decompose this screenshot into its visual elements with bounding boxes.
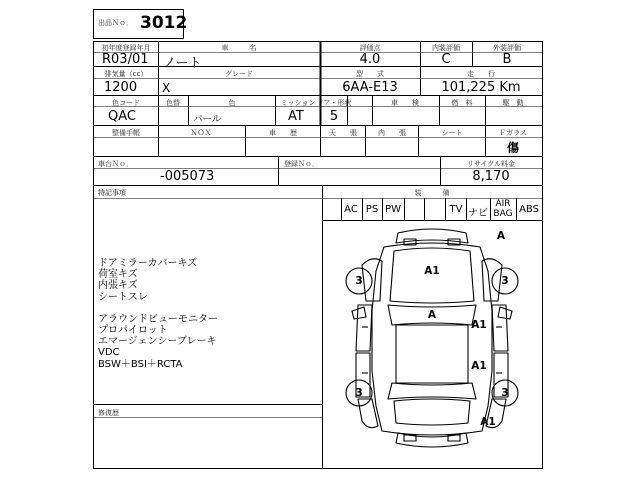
damage-mark-hood: A1 <box>424 265 440 277</box>
header-registration: 登録Ｎｏ． <box>284 160 319 168</box>
equip-ps: PS <box>365 204 379 215</box>
damage-mark-wheel-lf: 3 <box>355 275 363 287</box>
header-nox: ＮＯＸ <box>190 129 212 137</box>
header-ceiling: 天 張 <box>329 129 357 137</box>
doors-value: 5 <box>329 109 339 124</box>
header-notes: 特記事項 <box>98 189 126 197</box>
note-line: ドアミラーカバーキズ <box>98 258 198 269</box>
header-grade: グレード <box>225 70 253 78</box>
chassis-value: -005073 <box>160 169 215 184</box>
model-value: ノート <box>163 56 202 71</box>
note-line: BSW＋BSI＋RCTA <box>98 358 183 370</box>
car-damage-diagram <box>322 221 542 469</box>
header-color-code: 色コード <box>112 99 140 107</box>
header-history: 車 歴 <box>269 129 297 137</box>
damage-mark-roof: A <box>427 309 437 321</box>
type-value: 6AA-E13 <box>342 80 398 95</box>
header-year: 初年度登録年月 <box>101 44 151 52</box>
color-code-value: QAC <box>108 109 136 124</box>
equip-tv: TV <box>449 204 463 215</box>
note-line <box>98 303 218 314</box>
header-repair: 修復歴 <box>98 409 119 417</box>
header-interior: 内 張 <box>378 129 406 137</box>
note-line: 内張キズ <box>98 280 138 292</box>
header-color: 色 <box>228 99 236 107</box>
header-color-name: 色替 <box>166 99 180 107</box>
score-value: 4.0 <box>359 52 381 67</box>
damage-mark-wheel-rr: 3 <box>501 387 509 399</box>
glass-value: 傷 <box>506 141 520 155</box>
header-seat: シート <box>441 129 463 137</box>
header-inspection: 車 検 <box>391 99 419 107</box>
note-line: プロパイロット <box>98 325 168 337</box>
lot-label: 出品Ｎｏ． <box>98 19 133 27</box>
header-score: 評価点 <box>359 44 381 52</box>
equip-navi: ナビ <box>468 208 488 219</box>
equip-airbag: AIR BAG <box>493 199 513 219</box>
color-value: パール <box>193 114 222 125</box>
header-transmission: ミッション <box>280 99 316 107</box>
transmission-value: AT <box>288 109 304 124</box>
header-exterior-score: 外装評価 <box>493 44 521 52</box>
recycle-value: 8,170 <box>472 169 510 184</box>
header-drive: 駆 動 <box>502 99 524 107</box>
header-mileage: 走 行 <box>467 70 495 78</box>
note-line: エマージェンシーブレーキ <box>98 336 217 348</box>
damage-mark-front: A <box>496 230 506 242</box>
header-equipment: 装 備 <box>414 189 450 197</box>
mileage-value: 101,225 Km <box>441 80 521 95</box>
damage-mark-right-rear-door: A1 <box>471 360 487 372</box>
lot-number: 3012 <box>140 13 188 33</box>
note-line: シートスレ <box>98 291 148 303</box>
header-recycle: リサイクル料金 <box>466 160 516 168</box>
header-doors: ドア・形状 <box>316 99 352 107</box>
header-fuel: 燃 料 <box>451 99 473 107</box>
equip-pw: PW <box>385 204 401 215</box>
notes-list <box>98 258 218 370</box>
damage-mark-rear: A1 <box>480 416 496 428</box>
equip-abs: ABS <box>519 204 539 215</box>
damage-mark-wheel-lr: 3 <box>355 387 363 399</box>
header-interior-score: 内装評価 <box>432 44 460 52</box>
year-value: R03/01 <box>102 52 149 67</box>
header-manual: 整備手帳 <box>112 129 140 137</box>
damage-mark-wheel-rf: 3 <box>501 275 509 287</box>
header-displacement: 排気量（cc） <box>104 70 148 78</box>
damage-mark-right-front-door: A1 <box>471 319 487 331</box>
header-type: 型 式 <box>356 70 384 78</box>
header-model: 車 名 <box>221 44 257 52</box>
note-line: 荷室キズ <box>98 269 138 281</box>
displacement-value: 1200 <box>104 80 138 95</box>
note-line: VDC <box>98 347 120 359</box>
grade-value: X <box>162 81 171 95</box>
header-glass: Ｆガラス <box>499 129 527 137</box>
note-line: アラウンドビューモニター <box>98 313 218 325</box>
header-chassis: 車台Ｎｏ． <box>98 160 133 168</box>
interior-score-value: C <box>441 52 451 67</box>
equip-ac: AC <box>344 204 358 215</box>
exterior-score-value: B <box>502 52 512 67</box>
